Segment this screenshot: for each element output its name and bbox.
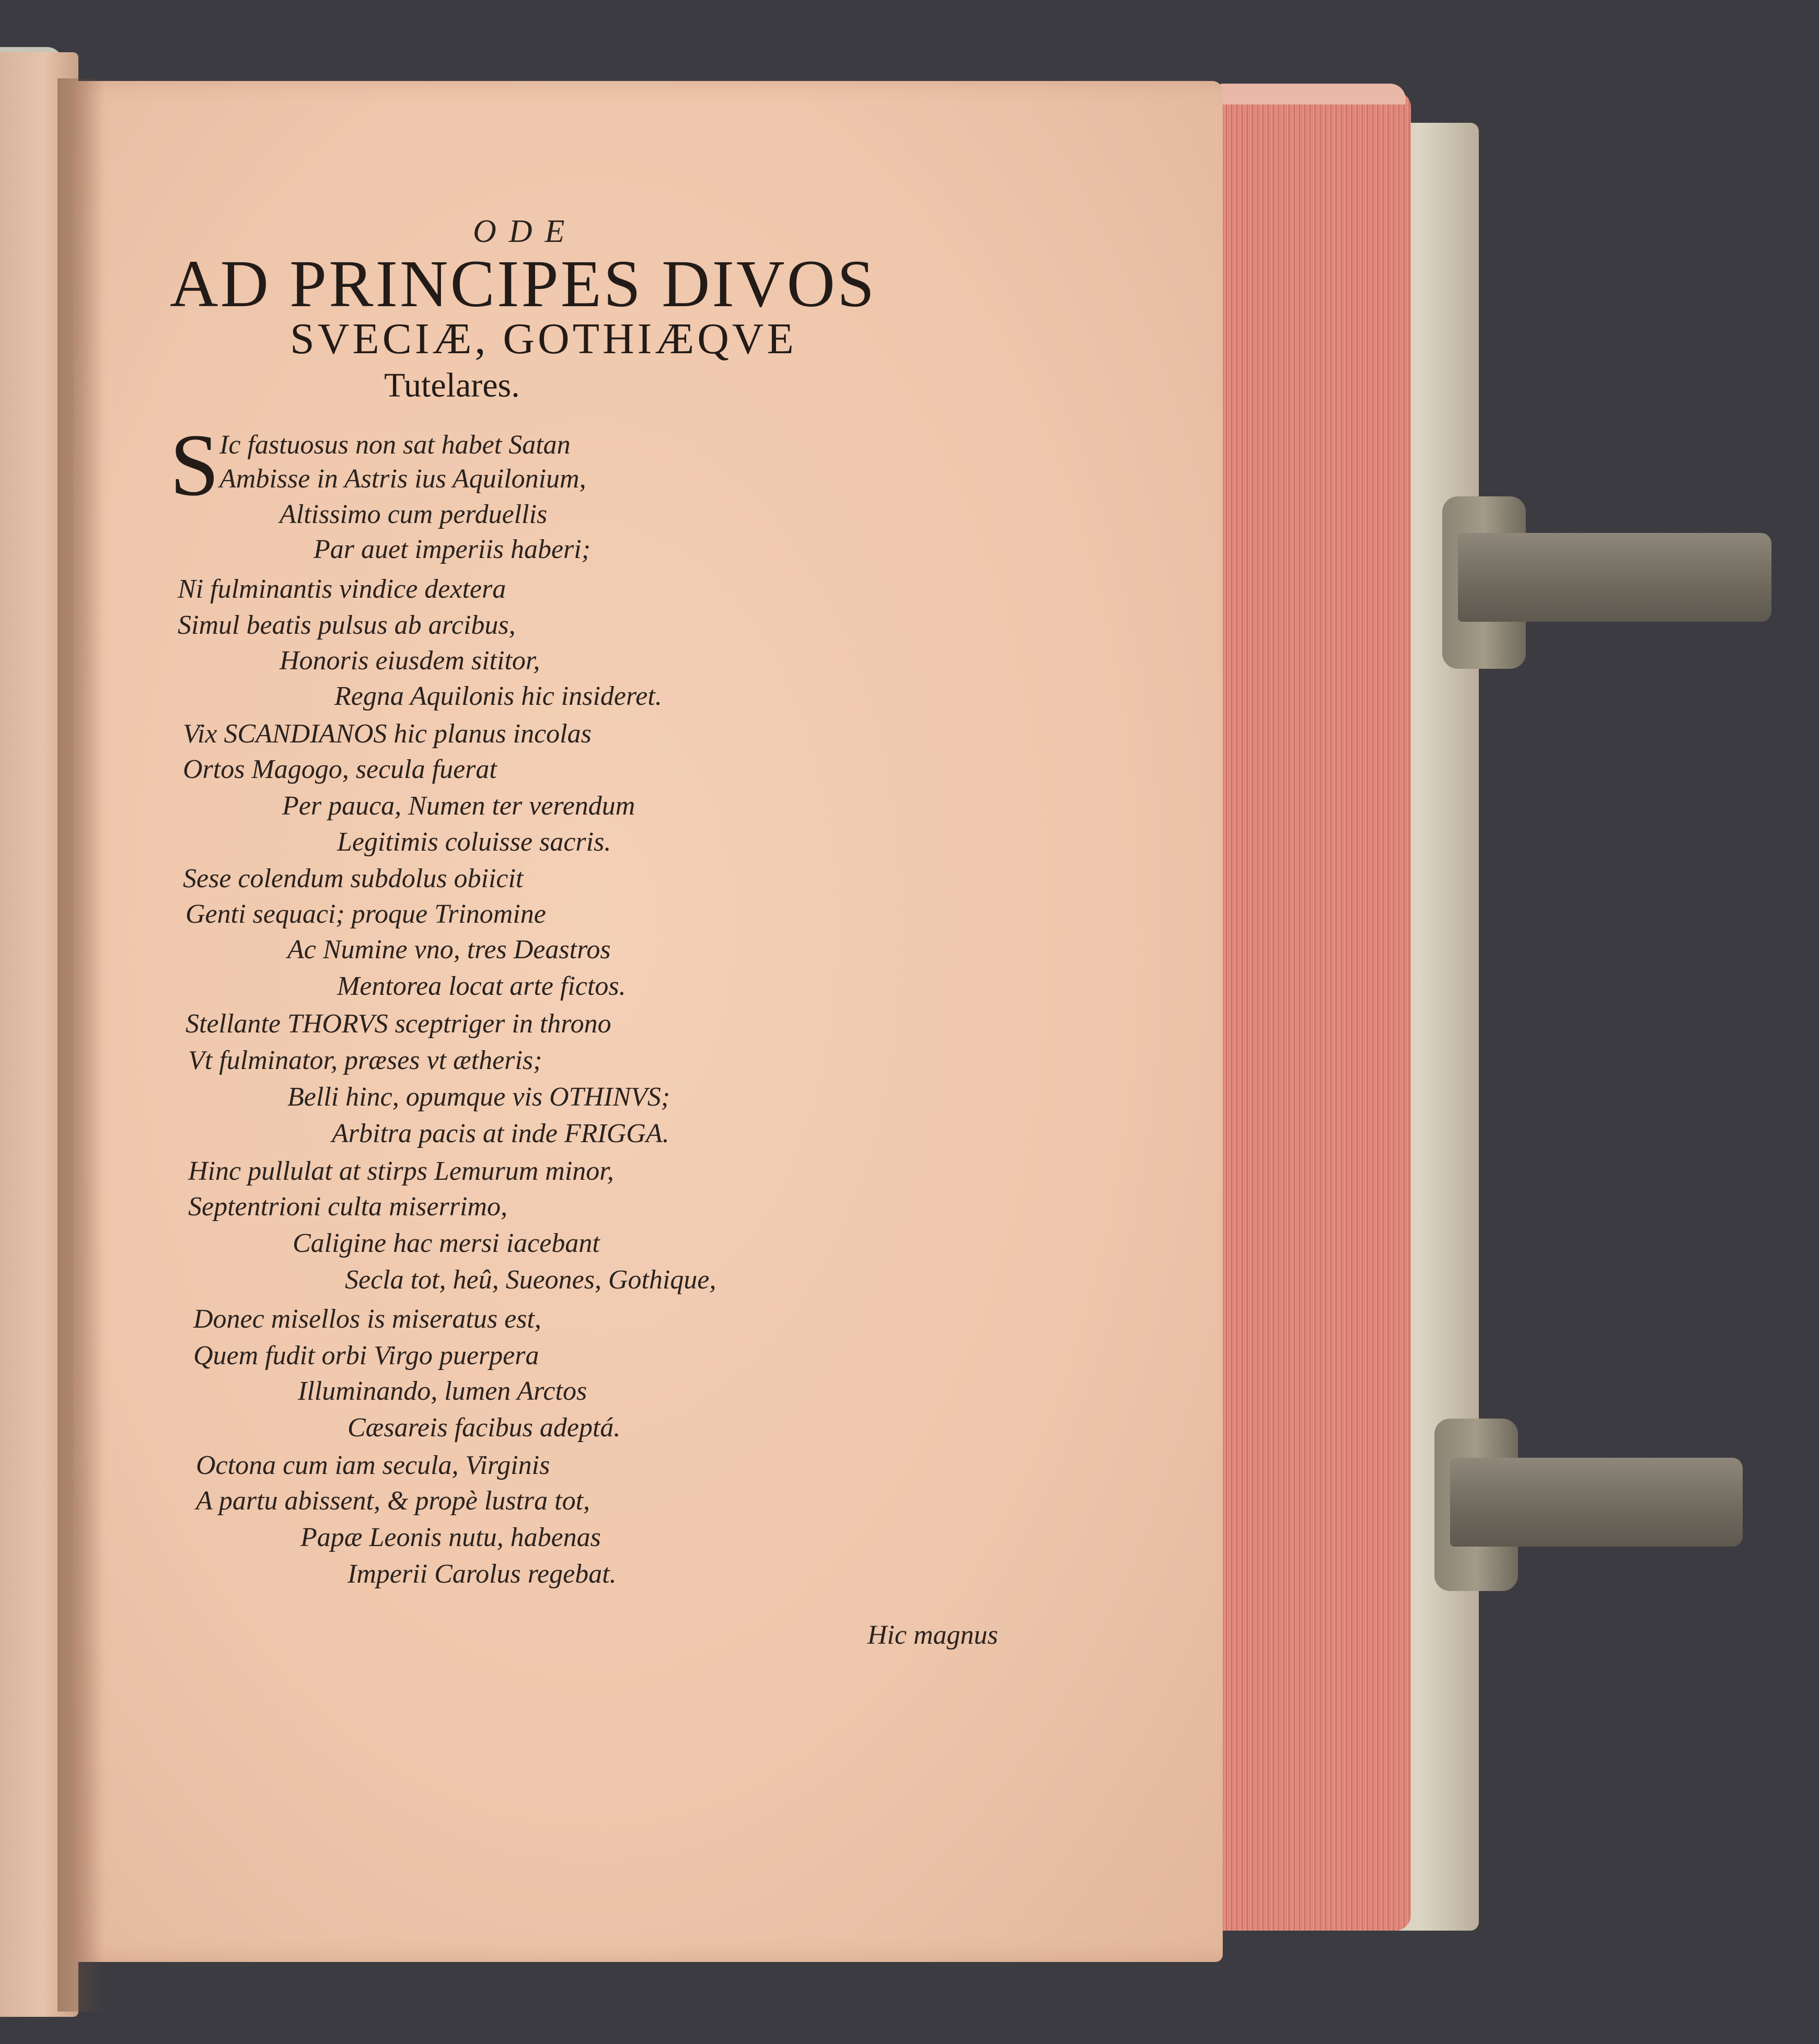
verse-line: Stellante THORVS sceptriger in throno: [186, 1009, 611, 1039]
verse-line: Regna Aquilonis hic insideret.: [334, 681, 662, 711]
verse-line: Ac Numine vno, tres Deastros: [287, 935, 611, 965]
verse-line: Mentorea locat arte fictos.: [337, 971, 626, 1001]
verse-line: Ortos Magogo, secula fuerat: [183, 754, 497, 784]
gutter-shadow: [57, 78, 105, 2012]
verse-line: Secla tot, heû, Sueones, Gothique,: [345, 1265, 716, 1295]
verse-line: Legitimis coluisse sacris.: [337, 827, 611, 857]
page-fore-edge: [1212, 91, 1411, 1931]
page-fore-edge-top: [1218, 84, 1406, 104]
upper-clasp-strap: [1458, 533, 1771, 622]
verse-line: Ambisse in Astris ius Aquilonium,: [219, 464, 586, 494]
verse-line: Vt fulminator, præses vt ætheris;: [188, 1046, 542, 1075]
verse-line: Genti sequaci; proque Trinomine: [186, 899, 546, 929]
verse-line: Caligine hac mersi iacebant: [293, 1228, 600, 1258]
verse-line: Per pauca, Numen ter verendum: [282, 791, 635, 821]
verse-line: Arbitra pacis at inde FRIGGA.: [332, 1119, 669, 1148]
verse-line: Papæ Leonis nutu, habenas: [300, 1523, 601, 1552]
ode-label: ODE: [473, 214, 577, 249]
verse-line: Vix SCANDIANOS hic planus incolas: [183, 719, 592, 749]
verse-line: Donec misellos is miseratus est,: [193, 1304, 541, 1334]
page-subtitle-2: Tutelares.: [384, 366, 520, 404]
page-title: AD PRINCIPES DIVOS: [170, 247, 877, 321]
lower-clasp-strap: [1450, 1458, 1743, 1547]
catchword: Hic magnus: [867, 1620, 998, 1650]
page-subtitle: SVECIÆ, GOTHIÆQVE: [290, 315, 797, 363]
verse-line: Cæsareis facibus adeptá.: [347, 1413, 621, 1443]
verse-line: Imperii Carolus regebat.: [347, 1559, 617, 1589]
verse-line: Honoris eiusdem sititor,: [280, 646, 540, 676]
verse-line: Par auet imperiis haberi;: [314, 535, 591, 564]
verse-line: Septentrioni culta miserrimo,: [188, 1192, 507, 1222]
verse-line: A partu abissent, & propè lustra tot,: [196, 1486, 590, 1516]
verse-line: Illuminando, lumen Arctos: [298, 1376, 587, 1406]
verse-line: Simul beatis pulsus ab arcibus,: [178, 610, 516, 640]
verse-line: Quem fudit orbi Virgo puerpera: [193, 1341, 539, 1371]
verse-line: Belli hinc, opumque vis OTHINVS;: [287, 1082, 670, 1112]
drop-cap: S: [170, 416, 219, 514]
verse-line: Ni fulminantis vindice dextera: [178, 574, 506, 604]
verse-line: Altissimo cum perduellis: [280, 500, 548, 529]
verse-line: Ic fastuosus non sat habet Satan: [219, 430, 571, 460]
verse-line: Hinc pullulat at stirps Lemurum minor,: [188, 1156, 614, 1186]
verse-line: Octona cum iam secula, Virginis: [196, 1450, 550, 1480]
verse-line: Sese colendum subdolus obiicit: [183, 864, 524, 893]
